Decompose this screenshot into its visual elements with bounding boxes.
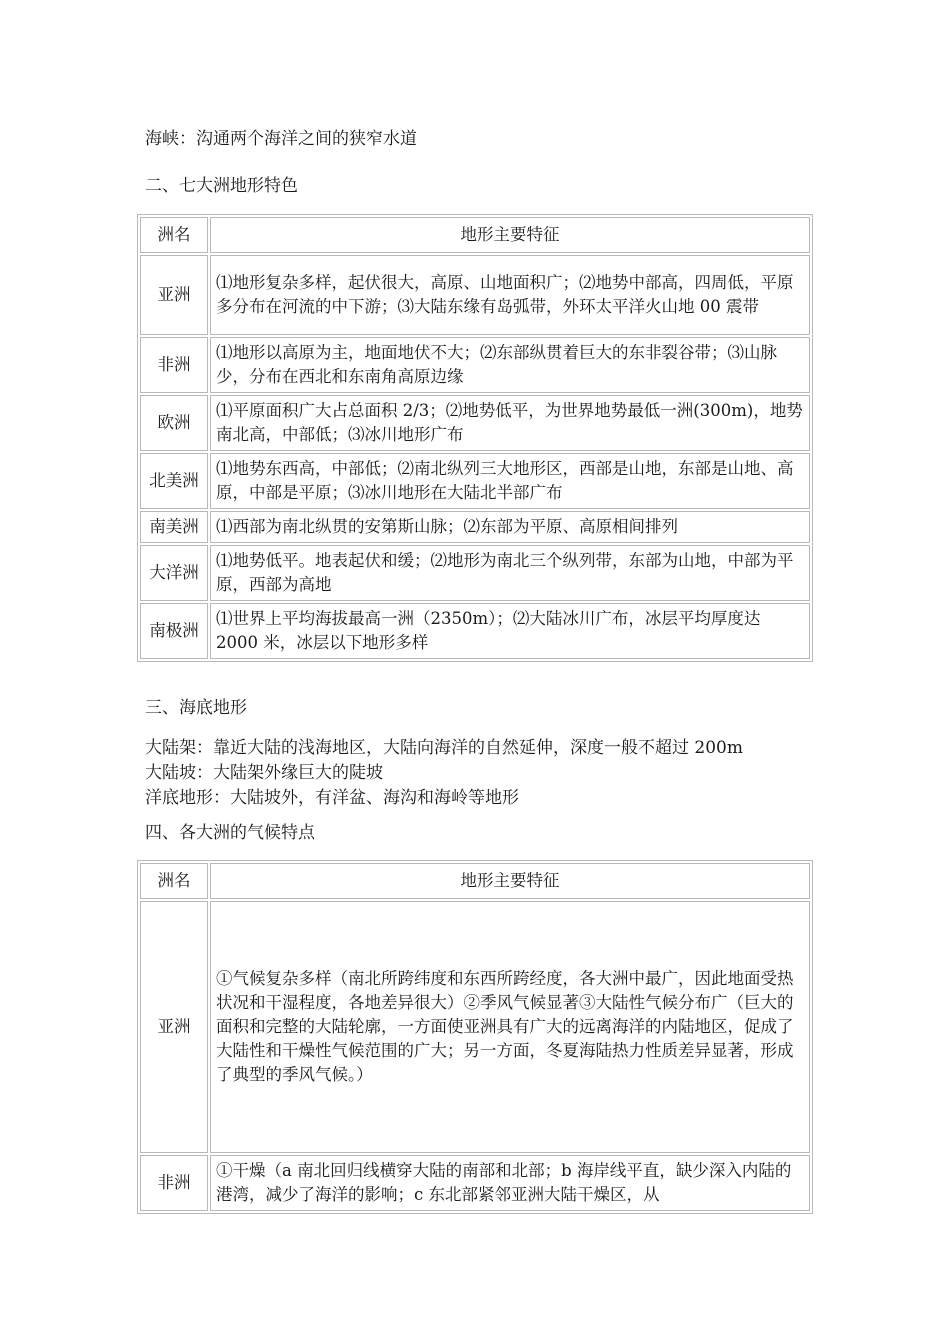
- feature-text: ⑴平原面积广大占总面积 2/3；⑵地势低平，为世界地势最低一洲(300m)，地势南北高，中部低；⑶冰川地形广布: [210, 395, 810, 451]
- section4-heading: 四、各大洲的气候特点: [145, 823, 315, 843]
- continent-name: 大洋洲: [140, 545, 208, 601]
- climate-table: [137, 860, 813, 1214]
- feature-text: ⑴世界上平均海拔最高一洲（2350m）；⑵大陆冰川广布，冰层平均厚度达 2000 米，冰层以下地形多样: [210, 603, 810, 659]
- feature-text: ⑴地形以高原为主，地面地伏不大；⑵东部纵贯着巨大的东非裂谷带；⑶山脉少，分布在西北和东南角高原边缘: [210, 337, 810, 393]
- feature-text: ⑴西部为南北纵贯的安第斯山脉；⑵东部为平原、高原相间排列: [210, 511, 810, 543]
- continent-name: 欧洲: [140, 395, 208, 451]
- col-header-name: 洲名: [140, 863, 208, 899]
- feature-text: ⑴地势东西高，中部低；⑵南北纵列三大地形区，西部是山地，东部是山地、高原，中部是平原；⑶冰川地形在大陆北半部广布: [210, 453, 810, 509]
- continent-name: 非洲: [140, 1155, 208, 1211]
- col-header-feature: 地形主要特征: [210, 863, 810, 899]
- strait-term: 海峡：: [145, 129, 196, 149]
- strait-definition: [145, 128, 417, 150]
- table-row: [140, 453, 810, 509]
- table-row: [140, 511, 810, 543]
- table-row: [140, 603, 810, 659]
- section3-heading: 三、海底地形: [145, 698, 247, 718]
- table-row: [140, 545, 810, 601]
- table-row: [140, 337, 810, 393]
- table-row: [140, 395, 810, 451]
- seabed-line: 大陆架：靠近大陆的浅海地区，大陆向海洋的自然延伸，深度一般不超过 200m: [145, 738, 743, 758]
- climate-reason: （南北所跨纬度和东西所跨经度，各大洲中最广，因此地面受热状况和干湿程度，各地差异很大）: [216, 969, 794, 1012]
- landform-table: [137, 214, 813, 662]
- seabed-line: 大陆坡：大陆架外缘巨大的陡坡: [145, 763, 383, 783]
- continent-name: 南极洲: [140, 603, 208, 659]
- feature-text: ⑴地势低平。地表起伏和缓；⑵地形为南北三个纵列带，东部为山地，中部为平原，西部为高地: [210, 545, 810, 601]
- climate-text: ①干燥（a 南北回归线横穿大陆的南部和北部；b 海岸线平直，缺少深入内陆的港湾，减少了海洋的影响；c 东北部紧邻亚洲大陆干燥区，从: [210, 1155, 810, 1211]
- continent-name: 亚洲: [140, 901, 208, 1153]
- continent-name: 南美洲: [140, 511, 208, 543]
- climate-point: ②季风气候显著③大陆性气候分布广: [463, 993, 728, 1012]
- climate-text: [210, 901, 810, 1153]
- feature-text: ⑴地形复杂多样，起伏很大，高原、山地面积广；⑵地势中部高，四周低，平原多分布在河流的中下游；⑶大陆东缘有岛弧带，外环太平洋火山地 00 震带: [210, 255, 810, 335]
- table-row: [140, 901, 810, 1153]
- climate-point: ①气候复杂多样: [216, 969, 332, 988]
- strait-text: 沟通两个海洋之间的狭窄水道: [196, 129, 417, 149]
- continent-name: 亚洲: [140, 255, 208, 335]
- table-header-row: [140, 863, 810, 899]
- col-header-name: 洲名: [140, 217, 208, 253]
- continent-name: 北美洲: [140, 453, 208, 509]
- table-row: [140, 255, 810, 335]
- table-row: [140, 1155, 810, 1211]
- section2-heading: 二、七大洲地形特色: [145, 176, 298, 196]
- continent-name: 非洲: [140, 337, 208, 393]
- table-header-row: [140, 217, 810, 253]
- seabed-line: 洋底地形：大陆坡外，有洋盆、海沟和海岭等地形: [145, 788, 519, 808]
- climate-reason: （巨大的面积和完整的大陆轮廓，一方面使亚洲具有广大的远离海洋的内陆地区，促成了大陆性和干燥性气候范围的广大；另一方面，冬夏海陆热力性质差异显著，形成了典型的季风气候。）: [216, 993, 794, 1084]
- col-header-feature: 地形主要特征: [210, 217, 810, 253]
